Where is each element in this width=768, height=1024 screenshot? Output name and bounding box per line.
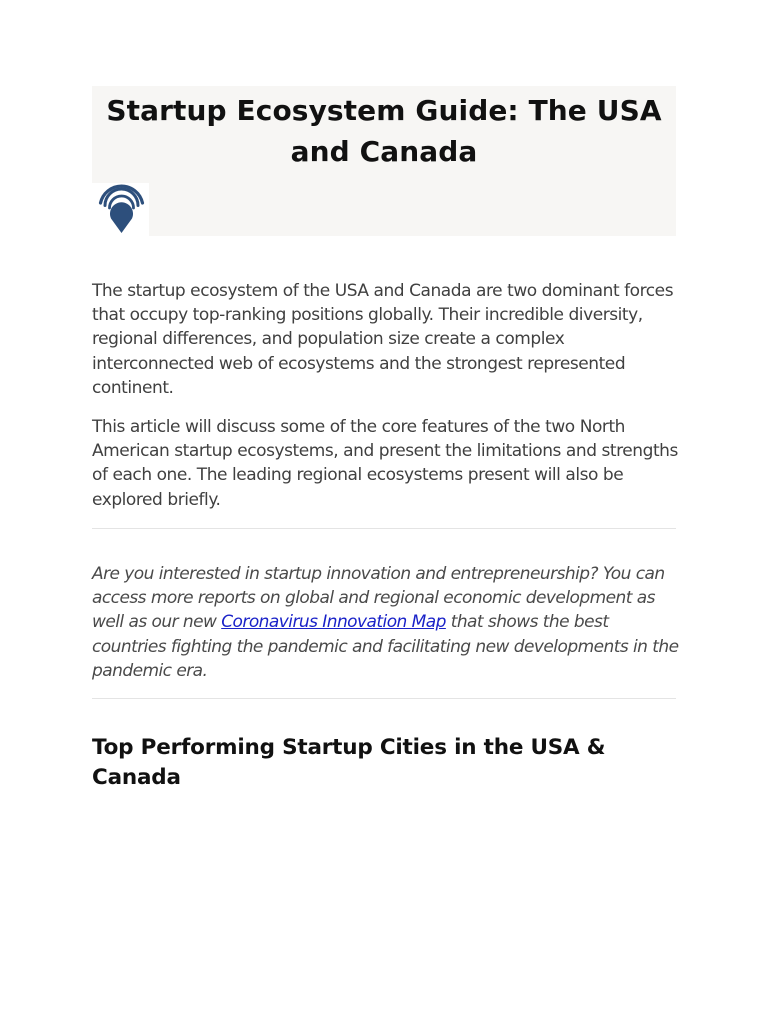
location-pin-signal-icon: [92, 183, 149, 236]
section-heading: Top Performing Startup Cities in the USA & Canada: [92, 735, 606, 790]
divider: [92, 698, 676, 699]
divider: [92, 528, 676, 529]
callout-text-after-link: that shows the best countries fighting the pandemic and facilitating new developments in the pandemic era.: [92, 612, 679, 681]
article-overview-paragraph: This article will discuss some of the core features of the two North American startup ecosystems, and present the limitations and strengths of each one. The leading regional ecosystems present will also be explored briefly.: [92, 417, 678, 510]
callout-text: [92, 562, 682, 683]
logo: [92, 183, 149, 236]
coronavirus-innovation-map-link[interactable]: Coronavirus Innovation Map: [221, 612, 446, 633]
page-title: Startup Ecosystem Guide: The USA and Canada: [106, 94, 662, 168]
article-header: [92, 86, 676, 236]
callout-text-before-link: Are you interested in startup innovation and entrepreneurship? You can access more reports on global and regional economic development as well as our new: [92, 564, 665, 633]
intro-paragraph: The startup ecosystem of the USA and Canada are two dominant forces that occupy top-ranking positions globally. Their incredible diversity, regional differences, and population size create a complex interconnected web of ecosystems and the strongest represented continent.: [92, 281, 674, 398]
